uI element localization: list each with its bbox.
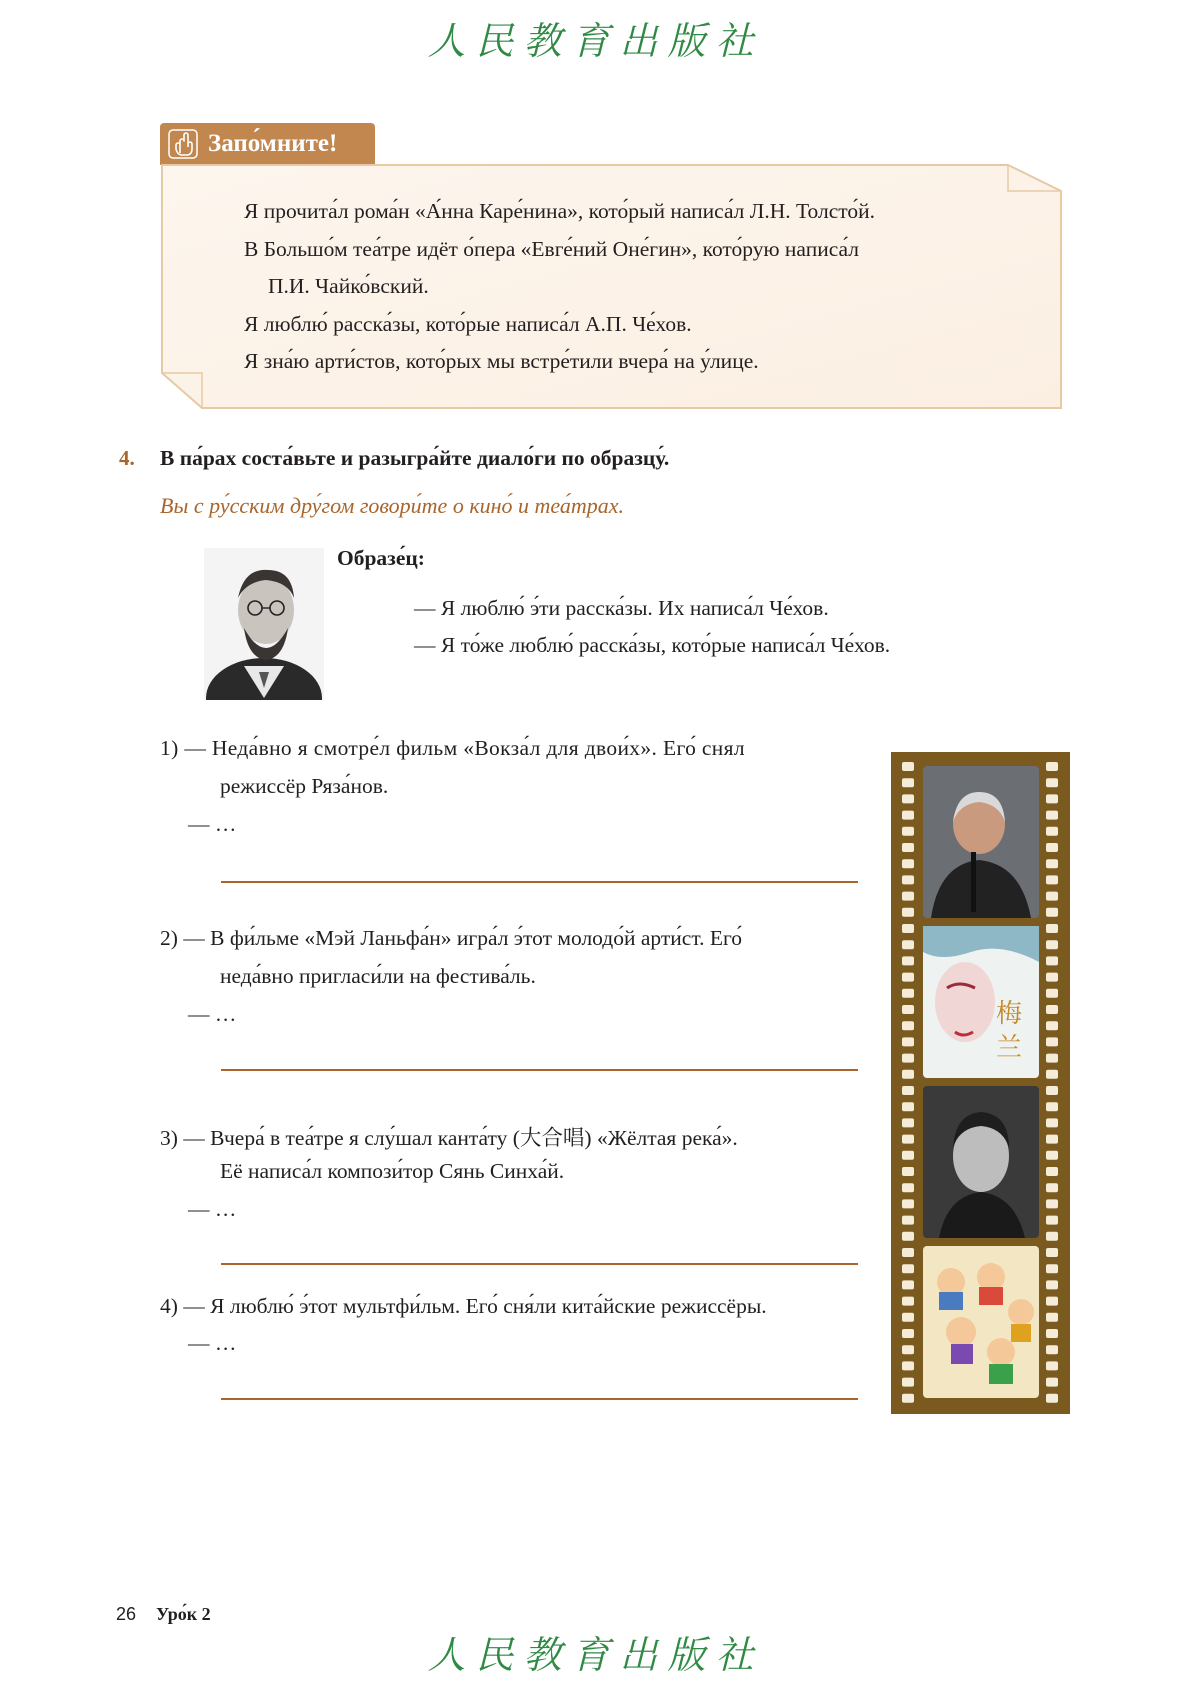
sample-line: — Я люблю́ э́ти расска́зы. Их написа́л Че́хов.	[414, 596, 829, 620]
film-sprocket-hole	[902, 1232, 914, 1241]
film-sprocket-hole	[902, 1151, 914, 1160]
film-sprocket-hole	[902, 811, 914, 820]
film-sprocket-hole	[902, 1199, 914, 1208]
film-sprocket-hole	[1046, 1297, 1058, 1306]
film-sprocket-hole	[902, 827, 914, 836]
film-sprocket-hole	[902, 762, 914, 771]
film-sprocket-hole	[1046, 1054, 1058, 1063]
film-sprocket-hole	[1046, 908, 1058, 917]
film-sprocket-hole	[1046, 1102, 1058, 1111]
answer-line[interactable]	[221, 1069, 858, 1071]
remember-line: П.И. Чайко́вский.	[268, 274, 429, 298]
chekhov-portrait	[204, 548, 324, 700]
film-sprocket-hole	[1046, 1345, 1058, 1354]
film-sprocket-hole	[902, 1216, 914, 1225]
film-sprocket-hole	[1046, 1135, 1058, 1144]
film-sprocket-hole	[902, 1313, 914, 1322]
dialog-item-reply: — …	[188, 1331, 237, 1355]
pointing-hand-icon	[168, 129, 198, 159]
film-sprocket-hole	[902, 1280, 914, 1289]
film-sprocket-hole	[1046, 1232, 1058, 1241]
film-sprocket-hole	[1046, 843, 1058, 852]
film-sprocket-hole	[1046, 924, 1058, 933]
film-sprocket-hole	[902, 1086, 914, 1095]
film-sprocket-hole	[902, 1135, 914, 1144]
film-sprocket-hole	[902, 956, 914, 965]
answer-line[interactable]	[221, 1263, 858, 1265]
film-sprocket-hole	[1046, 1183, 1058, 1192]
film-sprocket-hole	[902, 940, 914, 949]
remember-line: Я зна́ю арти́стов, кото́рых мы встре́тили вчера́ на у́лице.	[244, 349, 759, 373]
film-sprocket-hole	[902, 1021, 914, 1030]
exercise-subtitle: Вы с ру́сским дру́гом говори́те о кино́ и теа́трах.	[160, 493, 625, 518]
film-sprocket-hole	[1046, 827, 1058, 836]
film-sprocket-hole	[902, 1361, 914, 1370]
svg-text:梅: 梅	[995, 999, 1023, 1029]
film-sprocket-hole	[902, 973, 914, 982]
remember-line: Я прочита́л рома́н «А́нна Каре́нина», кото́рый написа́л Л.Н. Толсто́й.	[244, 199, 876, 223]
film-frame-cartoon	[923, 1246, 1039, 1398]
dialog-item-line: Её написа́л компози́тор Сянь Синха́й.	[220, 1159, 565, 1183]
dialog-item-reply: — …	[188, 1002, 237, 1026]
film-sprocket-hole	[1046, 794, 1058, 803]
film-sprocket-hole	[1046, 956, 1058, 965]
film-sprocket-hole	[1046, 1167, 1058, 1176]
film-sprocket-hole	[902, 778, 914, 787]
dialog-item-reply: — …	[188, 1197, 237, 1221]
film-sprocket-hole	[1046, 1264, 1058, 1273]
film-sprocket-hole	[902, 1118, 914, 1127]
film-sprocket-hole	[1046, 1005, 1058, 1014]
film-sprocket-hole	[1046, 1037, 1058, 1046]
exercise-title: В па́рах соста́вьте и разыгра́йте диало́ги по образцу́.	[160, 446, 670, 470]
dialog-item-line: 4) — Я люблю́ э́тот мультфи́льм. Его́ сня́ли кита́йские режиссёры.	[160, 1294, 767, 1318]
film-sprocket-hole	[902, 1070, 914, 1079]
film-sprocket-hole	[1046, 1086, 1058, 1095]
film-sprocket-hole	[1046, 973, 1058, 982]
film-strip-illustration	[891, 752, 1070, 1414]
film-sprocket-hole	[1046, 1248, 1058, 1257]
exercise-number: 4.	[119, 446, 135, 470]
film-frame-opera	[923, 926, 1039, 1078]
film-sprocket-hole	[902, 1005, 914, 1014]
dialog-item-reply: — …	[188, 812, 237, 836]
answer-line[interactable]	[221, 881, 858, 883]
film-sprocket-hole	[1046, 778, 1058, 787]
film-sprocket-hole	[902, 1394, 914, 1403]
film-sprocket-hole	[902, 1329, 914, 1338]
film-sprocket-hole	[1046, 762, 1058, 771]
film-sprocket-hole	[902, 989, 914, 998]
film-sprocket-hole	[902, 1345, 914, 1354]
film-sprocket-hole	[1046, 1361, 1058, 1370]
film-sprocket-hole	[902, 1037, 914, 1046]
film-sprocket-hole	[902, 892, 914, 901]
dialog-item-line: режиссёр Ряза́нов.	[220, 774, 389, 798]
film-sprocket-hole	[902, 1248, 914, 1257]
film-sprocket-hole	[1046, 875, 1058, 884]
film-sprocket-hole	[1046, 1118, 1058, 1127]
film-sprocket-hole	[902, 1297, 914, 1306]
film-sprocket-hole	[1046, 1394, 1058, 1403]
film-sprocket-hole	[902, 859, 914, 868]
remember-tab	[160, 123, 375, 165]
film-frame-composer	[923, 1086, 1039, 1238]
film-sprocket-hole	[902, 1264, 914, 1273]
film-sprocket-hole	[1046, 1378, 1058, 1387]
dialog-item-line: 2) — В фи́льме «Мэй Ланьфа́н» игра́л э́тот молодо́й арти́ст. Его́	[160, 926, 743, 950]
film-sprocket-hole	[1046, 1329, 1058, 1338]
film-frame-director	[923, 766, 1039, 918]
film-sprocket-hole	[902, 1378, 914, 1387]
film-sprocket-hole	[1046, 1280, 1058, 1289]
film-sprocket-hole	[1046, 1070, 1058, 1079]
remember-title: Запо́мните!	[208, 130, 338, 157]
sample-line: — Я то́же люблю́ расска́зы, кото́рые написа́л Че́хов.	[414, 633, 891, 657]
remember-line: Я люблю́ расска́зы, кото́рые написа́л А.П. Че́хов.	[244, 311, 692, 336]
film-sprocket-hole	[1046, 859, 1058, 868]
dialog-item-line: 1) — Неда́вно я смотре́л фильм «Вокза́л для двои́х». Его́ снял	[160, 736, 745, 760]
film-sprocket-hole	[902, 1167, 914, 1176]
film-sprocket-hole	[1046, 1021, 1058, 1030]
film-sprocket-hole	[902, 1054, 914, 1063]
film-sprocket-hole	[1046, 1199, 1058, 1208]
film-sprocket-hole	[1046, 989, 1058, 998]
svg-text:兰: 兰	[995, 1033, 1023, 1063]
answer-line[interactable]	[221, 1398, 858, 1400]
dialog-item-line: неда́вно пригласи́ли на фестива́ль.	[220, 964, 536, 988]
dialog-item-line: 3) — Вчера́ в теа́тре я слу́шал канта́ту (大合唱) «Жёлтая река́».	[160, 1126, 738, 1150]
film-sprocket-hole	[1046, 1313, 1058, 1322]
publisher-logo-bottom: 人民教育出版社	[427, 1633, 764, 1677]
film-sprocket-hole	[902, 843, 914, 852]
film-sprocket-hole	[1046, 940, 1058, 949]
film-sprocket-hole	[1046, 892, 1058, 901]
film-sprocket-hole	[902, 1183, 914, 1192]
page-number: 26	[116, 1604, 137, 1624]
sample-label: Образе́ц:	[337, 546, 425, 570]
film-sprocket-hole	[902, 1102, 914, 1111]
film-sprocket-hole	[902, 794, 914, 803]
publisher-logo-top: 人民教育出版社	[427, 19, 764, 63]
film-sprocket-hole	[902, 924, 914, 933]
film-sprocket-hole	[902, 875, 914, 884]
film-sprocket-hole	[1046, 811, 1058, 820]
film-sprocket-hole	[902, 908, 914, 917]
remember-line: В Большо́м теа́тре идёт о́пера «Евге́ний Оне́гин», кото́рую написа́л	[244, 236, 859, 261]
remember-box	[160, 163, 1063, 410]
film-sprocket-hole	[1046, 1216, 1058, 1225]
lesson-label: Уро́к 2	[156, 1604, 211, 1624]
film-sprocket-hole	[1046, 1151, 1058, 1160]
